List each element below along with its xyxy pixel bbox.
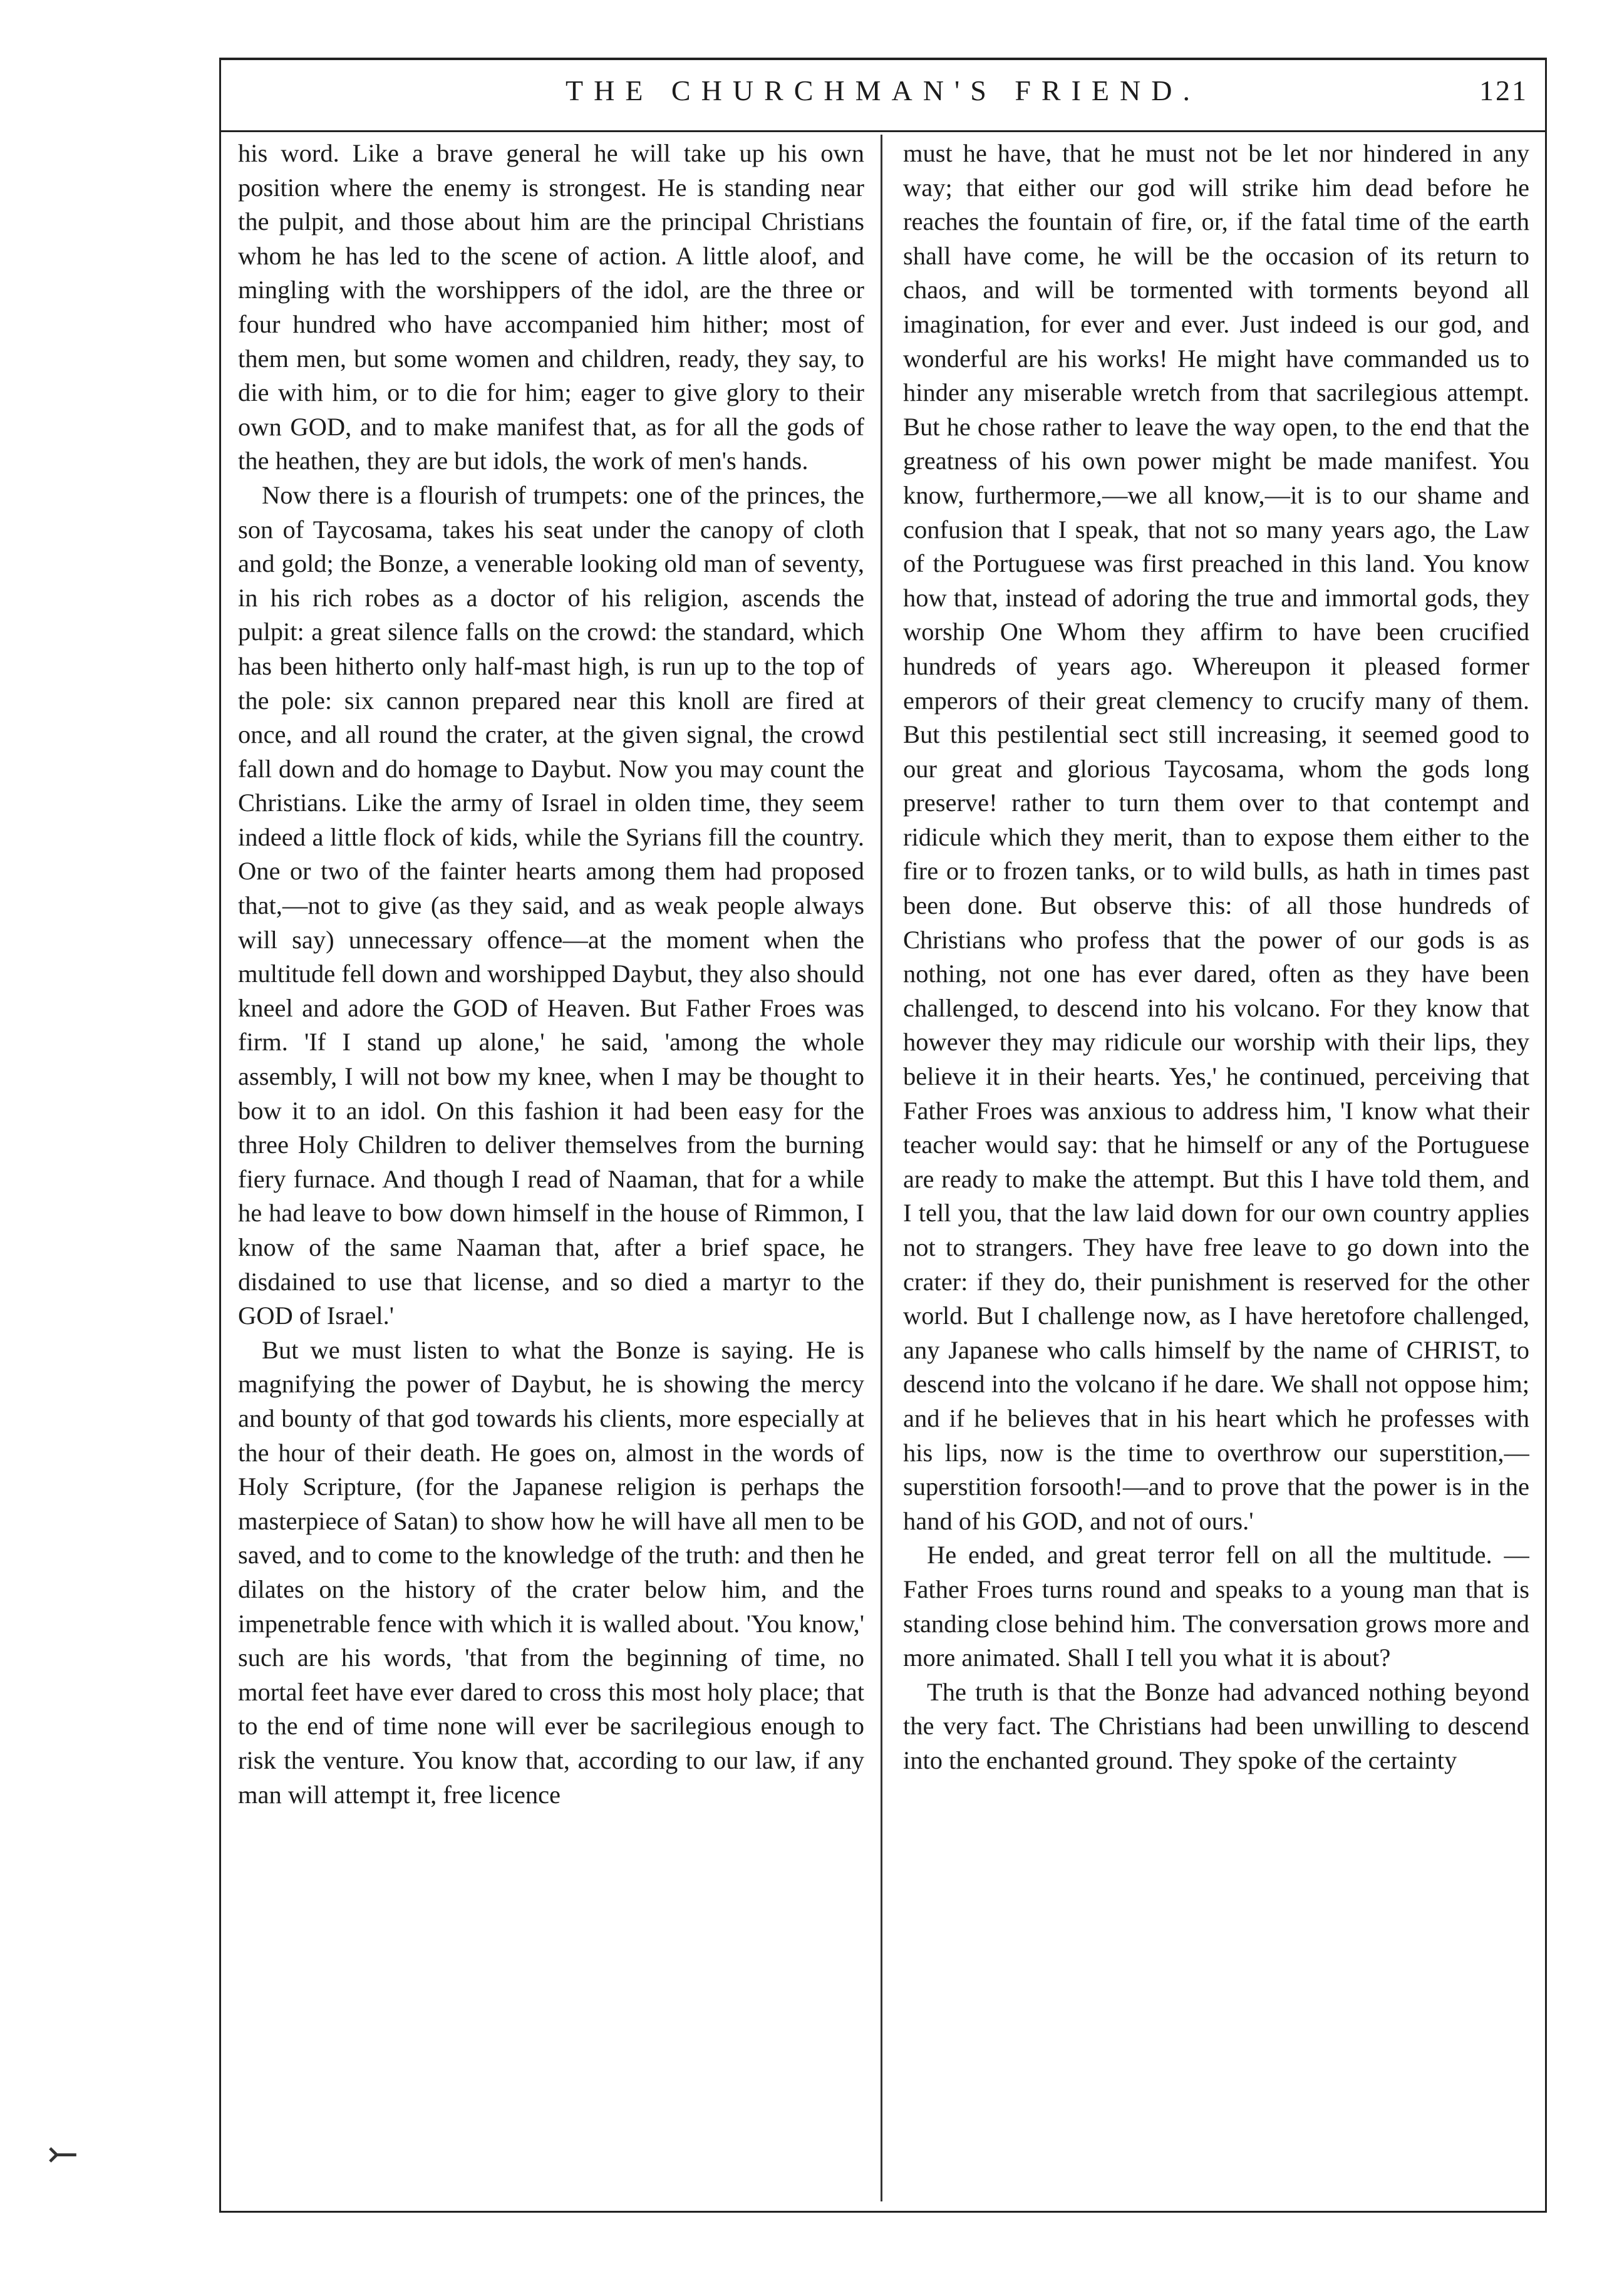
margin-mark: ⤚ (47, 2134, 79, 2175)
page-header (219, 63, 1547, 138)
right-paragraph-2: He ended, and great terror fell on all the multitude. — Father Froes turns round and speaks to a young man that is standing close behind him. The conversation grows more and more animated. Shall I tell you what it is about? (903, 1541, 1529, 1672)
column-divider (881, 135, 882, 2201)
right-paragraph-3: The truth is that the Bonze had advanced nothing beyond the very fact. The Christians had been unwilling to descend into the enchanted ground. They spoke of the certainty (903, 1677, 1529, 1774)
left-paragraph-3: But we must listen to what the Bonze is saying. He is magnifying the power of Daybut, he is showing the mercy and bounty of that god towards his clients, more especially at the hour of their death. He goes on, almost in the words of Holy Scripture, (for the Japanese religion is perhaps the masterpiece of Satan) to show how he will have all men to be saved, and to come to the knowledge of the truth: and then he dilates on the history of the crater below him, and the impenetrable fence with which it is walled about. 'You know,' such are his words, 'that from the beginning of time, no mortal feet have ever dared to cross this most holy place; that to the end of time none will ever be sacrilegious enough to risk the venture. You know that, according to our law, if any man will attempt it, free licence (238, 1335, 864, 1809)
frame-left-border (219, 58, 221, 2212)
header-rule (219, 130, 1547, 132)
page-number: 121 (1479, 75, 1528, 106)
left-paragraph-2: Now there is a flourish of trumpets: one of the princes, the son of Taycosama, takes his seat under the canopy of cloth and gold; the Bonze, a venerable looking old man of seventy, in his rich robes as a doctor of his religion, ascends the pulpit: a great silence falls on the crowd: the standard, which has been hitherto only half-mast high, is run up to the top of the pole: six cannon prepared near this knoll are fired at once, and all round the crater, at the given signal, the crowd fall down and do homage to Daybut. Now you may count the Christians. Like the army of Israel in olden time, they seem indeed a little flock of kids, while the Syrians fill the country. One or two of the fainter hearts among them had proposed that,—not to give (as they said, and as weak people always will say) unnecessary offence—at the moment when the multitude fell down and worshipped Daybut, they also should kneel and adore the GOD of Heaven. But Father Froes was firm. 'If I stand up alone,' he said, 'among the whole assembly, I will not bow my knee, when I may be thought to bow it to an idol. On this fashion it had been easy for the three Holy Children to deliver themselves from the burning fiery furnace. And though I read of Naaman, that for a while he had leave to bow down himself in the house of Rimmon, I know of the same Naaman that, after a brief space, he disdained to use that license, and so died a martyr to the GOD of Israel.' (238, 480, 864, 1330)
page-top-rule (219, 58, 1547, 60)
right-paragraph-1: must he have, that he must not be let nor hindered in any way; that either our god will strike him dead before he reaches the fountain of fire, or, if the fatal time of the earth shall have come, he will be the occasion of its return to chaos, and will be tormented with torments beyond all imagination, for ever and ever. Just indeed is our god, and wonderful are his works! He might have commanded us to hinder any miserable wretch from that sacrilegious attempt. But he chose rather to leave the way open, to the end that the greatness of his own power might be made manifest. You know, furthermore,—we all know,—it is to our shame and confusion that I speak, that not so many years ago, the Law of the Portuguese was first preached in this land. You know how that, instead of adoring the true and immortal gods, they worship One Whom they affirm to have been crucified hundreds of years ago. Whereupon it pleased former emperors of their great clemency to crucify many of them. But this pestilential sect still increasing, it seemed good to our great and glorious Taycosama, whom the gods long preserve! rather to turn them over to that contempt and ridicule which they merit, than to expose them either to the fire or to frozen tanks, or to wild bulls, as hath in times past been done. But observe this: of all those hundreds of Christians who profess that the power of our gods is as nothing, not one has ever dared, often as they have been challenged, to descend into his volcano. For they know that however they may ridicule our worship with their lips, they believe it in their hearts. Yes,' he continued, perceiving that Father Froes was anxious to address him, 'I know what their teacher would say: that he himself or any of the Portuguese are ready to make the attempt. But this I have told them, and I tell you, that the law laid down for our own country applies not to strangers. They have free leave to go down into the crater: if they do, their punishment is reserved for the other world. But I challenge now, as I have heretofore challenged, any Japanese who calls himself by the name of CHRIST, to descend into the volcano if he dare. We shall not oppose him; and if he believes that in his heart which he professes with his lips, now is the time to overthrow our superstition,—superstition forsooth!—and to prove that the power is in the hand of his GOD, and not of ours.' (903, 139, 1529, 1535)
frame-right-border (1545, 58, 1547, 2212)
left-column (238, 137, 864, 2203)
running-title: THE CHURCHMAN'S FRIEND. (566, 75, 1201, 106)
left-paragraph-1: his word. Like a brave general he will take up his own position where the enemy is strongest. He is standing near the pulpit, and those about him are the principal Christians whom he has led to the scene of action. A little aloof, and mingling with the worshippers of the idol, are the three or four hundred who have accompanied him hither; most of them men, but some women and children, ready, they say, to die with him, or to die for him; eager to give glory to their own GOD, and to make manifest that, as for all the gods of the heathen, they are but idols, the work of men's hands. (238, 139, 864, 475)
frame-bottom-border (219, 2211, 1547, 2213)
right-column (903, 137, 1529, 2203)
